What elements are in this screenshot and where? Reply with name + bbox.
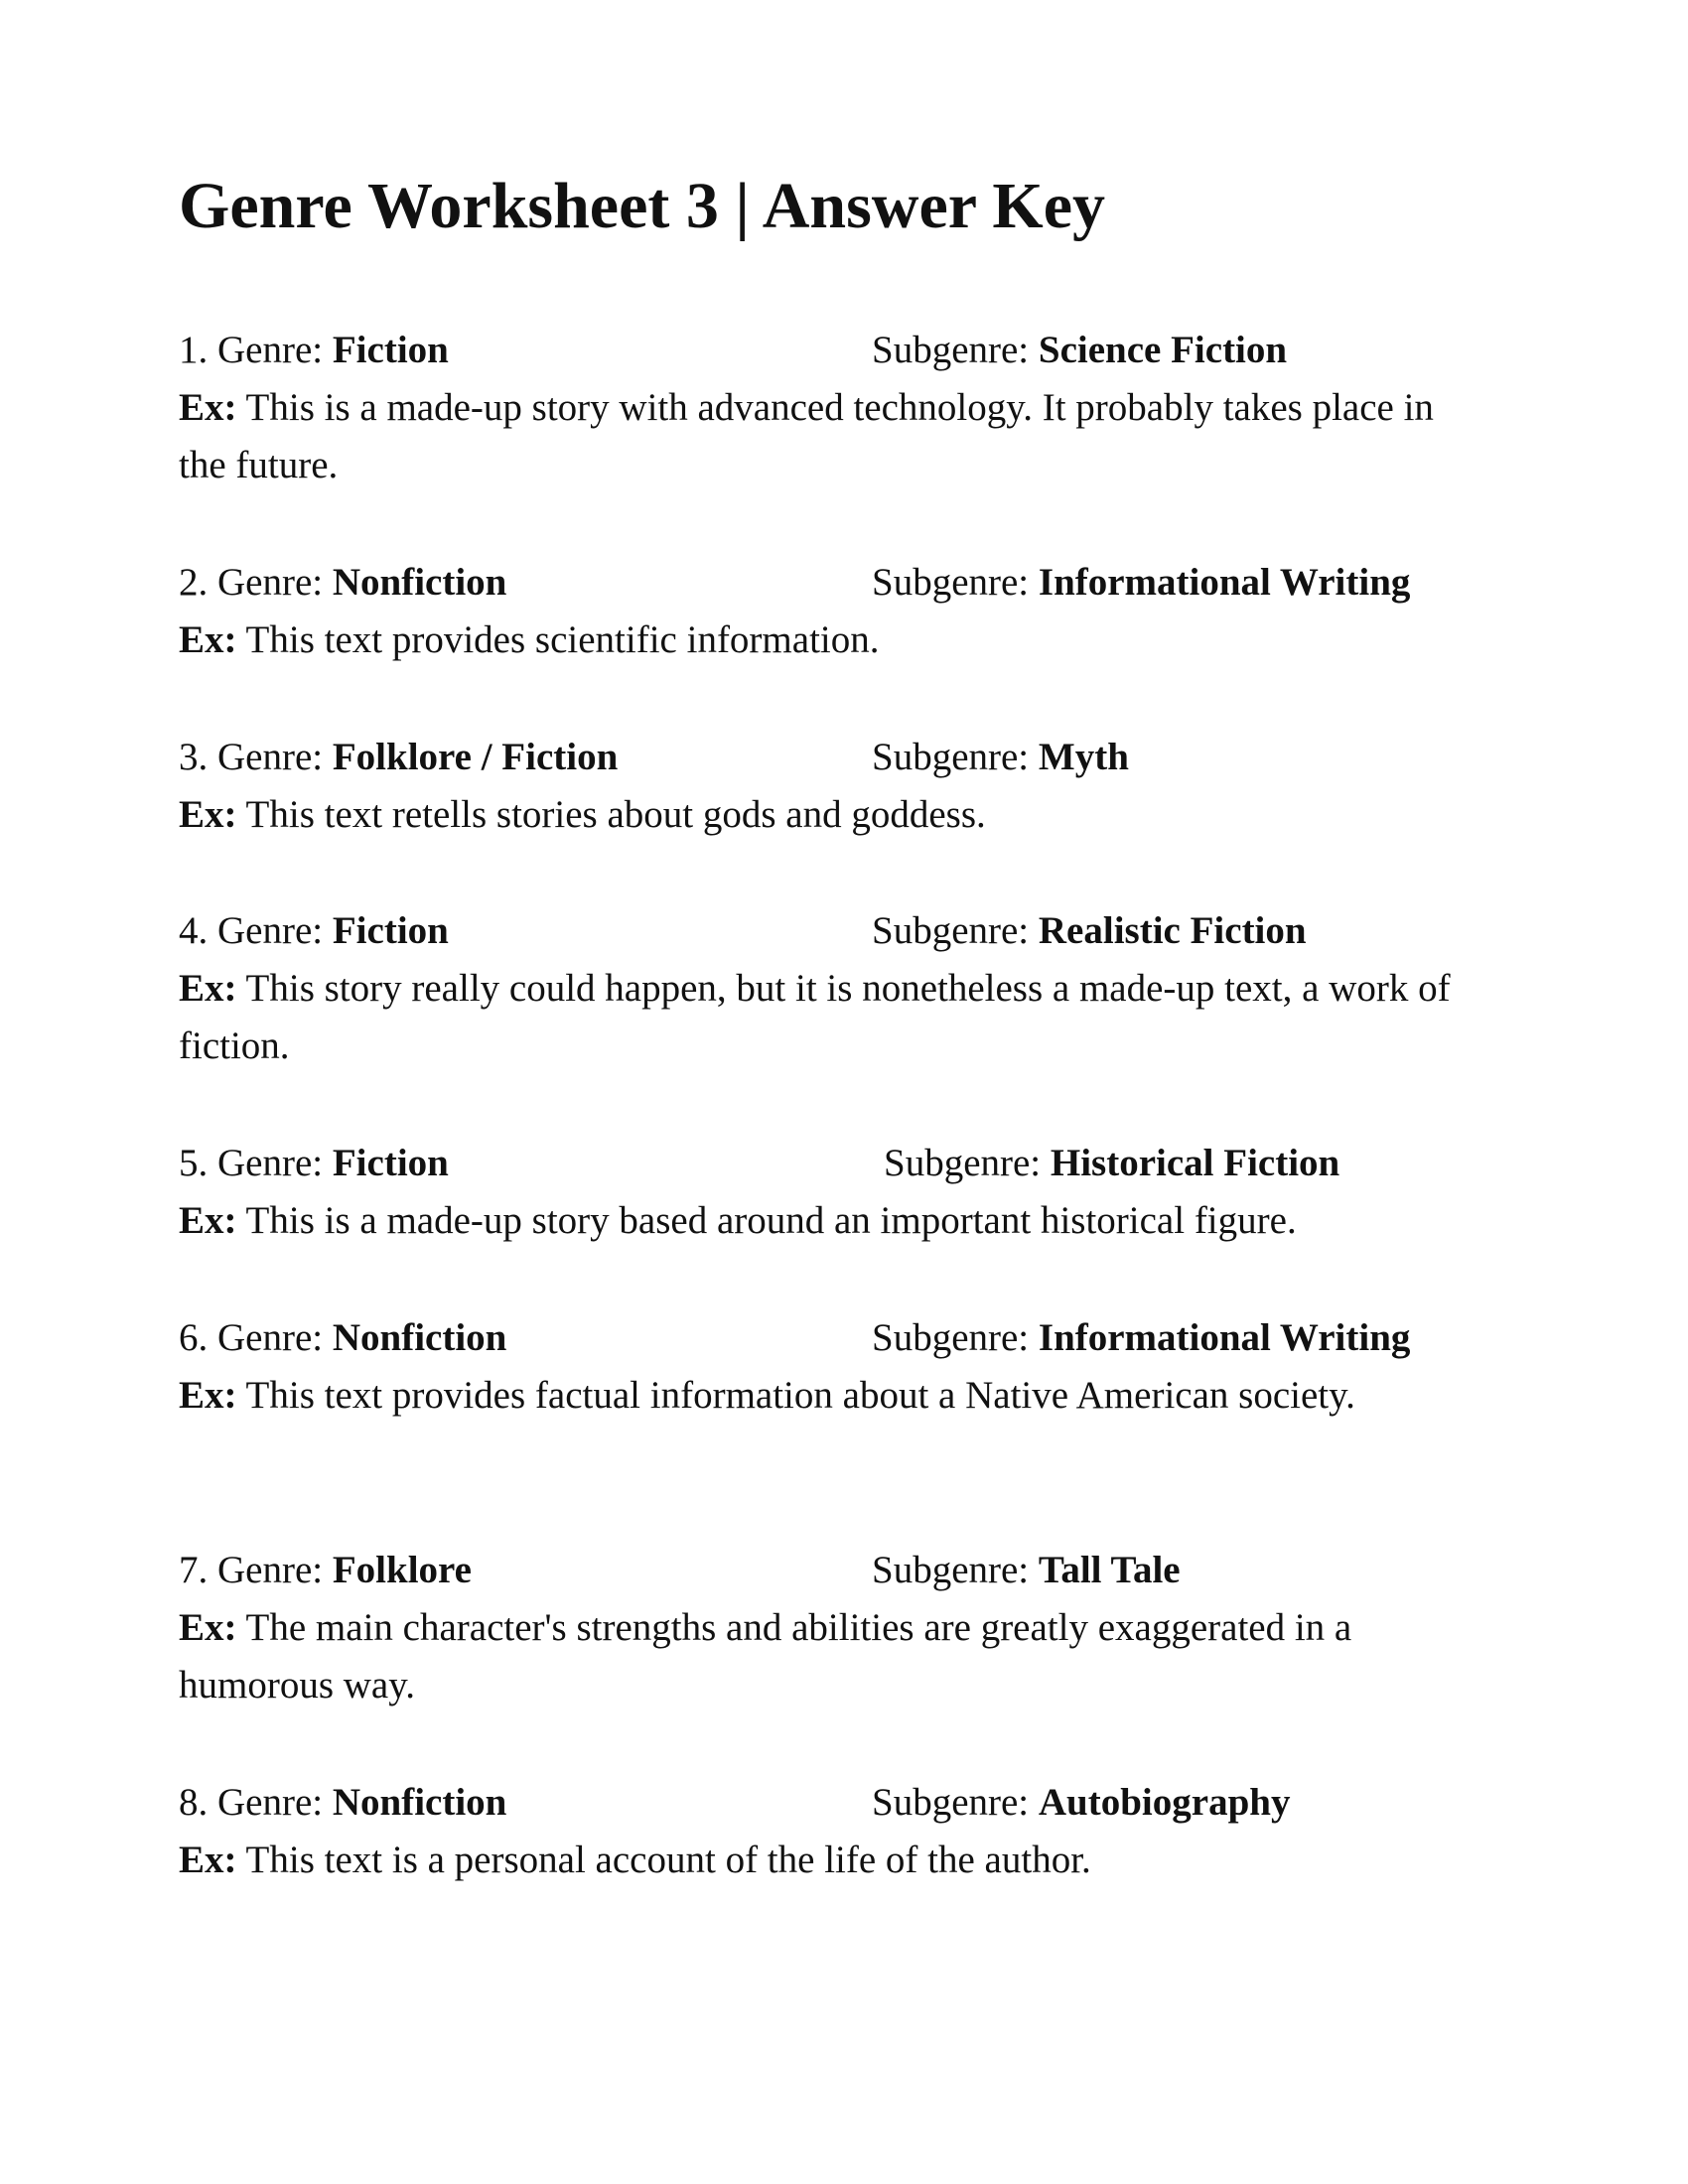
ex-label: Ex: [179, 967, 237, 1010]
ex-label: Ex: [179, 1374, 237, 1417]
genre-row [179, 902, 1529, 960]
genre-label: Genre: [217, 1142, 324, 1184]
item-number: 6. [179, 1316, 209, 1359]
genre-answer: Fiction [332, 909, 449, 952]
subgenre-label: Subgenre: [872, 1781, 1030, 1824]
explanation-text: This is a made-up story with advanced technology. It probably takes place in the future. [179, 386, 1434, 486]
subgenre-answer: Myth [1038, 736, 1129, 778]
genre-row [179, 1135, 1529, 1192]
genre-label: Genre: [217, 1781, 324, 1824]
answer-item-4 [179, 902, 1529, 1075]
answer-item-6 [179, 1309, 1529, 1425]
subgenre-answer: Informational Writing [1038, 561, 1411, 604]
explanation-text: This text provides factual information about a Native American society. [245, 1374, 1355, 1417]
genre-label: Genre: [217, 329, 324, 371]
answer-item-8 [179, 1774, 1529, 1889]
subgenre-label: Subgenre: [872, 561, 1030, 604]
answer-item-7 [179, 1542, 1529, 1714]
subgenre-answer: Autobiography [1038, 1781, 1291, 1824]
explanation-text: This text retells stories about gods and goddess. [245, 793, 986, 836]
item-number: 8. [179, 1781, 209, 1824]
genre-answer: Nonfiction [332, 561, 507, 604]
item-number: 7. [179, 1549, 209, 1591]
genre-label: Genre: [217, 736, 324, 778]
explanation [179, 960, 1470, 1075]
ex-label: Ex: [179, 1606, 237, 1649]
answer-item-5 [179, 1135, 1529, 1250]
item-number: 5. [179, 1142, 209, 1184]
genre-answer: Folklore [332, 1549, 472, 1591]
subgenre-label: Subgenre: [872, 329, 1030, 371]
explanation [179, 379, 1470, 494]
ex-label: Ex: [179, 1839, 237, 1881]
genre-row [179, 322, 1529, 379]
ex-label: Ex: [179, 793, 237, 836]
subgenre-label: Subgenre: [872, 1316, 1030, 1359]
genre-label: Genre: [217, 909, 324, 952]
explanation [179, 786, 1470, 844]
genre-answer: Nonfiction [332, 1781, 507, 1824]
explanation-text: The main character's strengths and abilities are greatly exaggerated in a humorous way. [179, 1606, 1352, 1706]
explanation [179, 1367, 1470, 1425]
subgenre-answer: Tall Tale [1038, 1549, 1181, 1591]
subgenre-answer: Science Fiction [1038, 329, 1288, 371]
genre-answer: Fiction [332, 1142, 449, 1184]
explanation [179, 1599, 1470, 1714]
explanation-text: This is a made-up story based around an important historical figure. [245, 1199, 1297, 1242]
explanation-text: This text is a personal account of the life of the author. [245, 1839, 1091, 1881]
genre-answer: Folklore / Fiction [332, 736, 619, 778]
explanation [179, 1832, 1470, 1889]
ex-label: Ex: [179, 1199, 237, 1242]
item-number: 1. [179, 329, 209, 371]
subgenre-label: Subgenre: [872, 909, 1030, 952]
genre-label: Genre: [217, 561, 324, 604]
answer-item-2 [179, 554, 1529, 669]
genre-row [179, 729, 1529, 786]
explanation [179, 612, 1470, 669]
item-number: 2. [179, 561, 209, 604]
genre-row [179, 1542, 1529, 1599]
explanation [179, 1192, 1470, 1250]
genre-row [179, 554, 1529, 612]
item-number: 3. [179, 736, 209, 778]
subgenre-label: Subgenre: [872, 1549, 1030, 1591]
genre-row [179, 1774, 1529, 1832]
explanation-text: This text provides scientific information. [245, 618, 880, 661]
ex-label: Ex: [179, 618, 237, 661]
ex-label: Ex: [179, 386, 237, 429]
page-title: Genre Worksheet 3 | Answer Key [179, 170, 1105, 242]
subgenre-label: Subgenre: [884, 1142, 1042, 1184]
subgenre-answer: Historical Fiction [1050, 1142, 1340, 1184]
subgenre-answer: Informational Writing [1038, 1316, 1411, 1359]
item-number: 4. [179, 909, 209, 952]
answer-item-3 [179, 729, 1529, 844]
genre-label: Genre: [217, 1316, 324, 1359]
subgenre-label: Subgenre: [872, 736, 1030, 778]
genre-row [179, 1309, 1529, 1367]
genre-answer: Nonfiction [332, 1316, 507, 1359]
answer-item-1 [179, 322, 1529, 494]
genre-label: Genre: [217, 1549, 324, 1591]
subgenre-answer: Realistic Fiction [1038, 909, 1307, 952]
explanation-text: This story really could happen, but it is nonetheless a made-up text, a work of fiction. [179, 967, 1451, 1067]
genre-answer: Fiction [332, 329, 449, 371]
